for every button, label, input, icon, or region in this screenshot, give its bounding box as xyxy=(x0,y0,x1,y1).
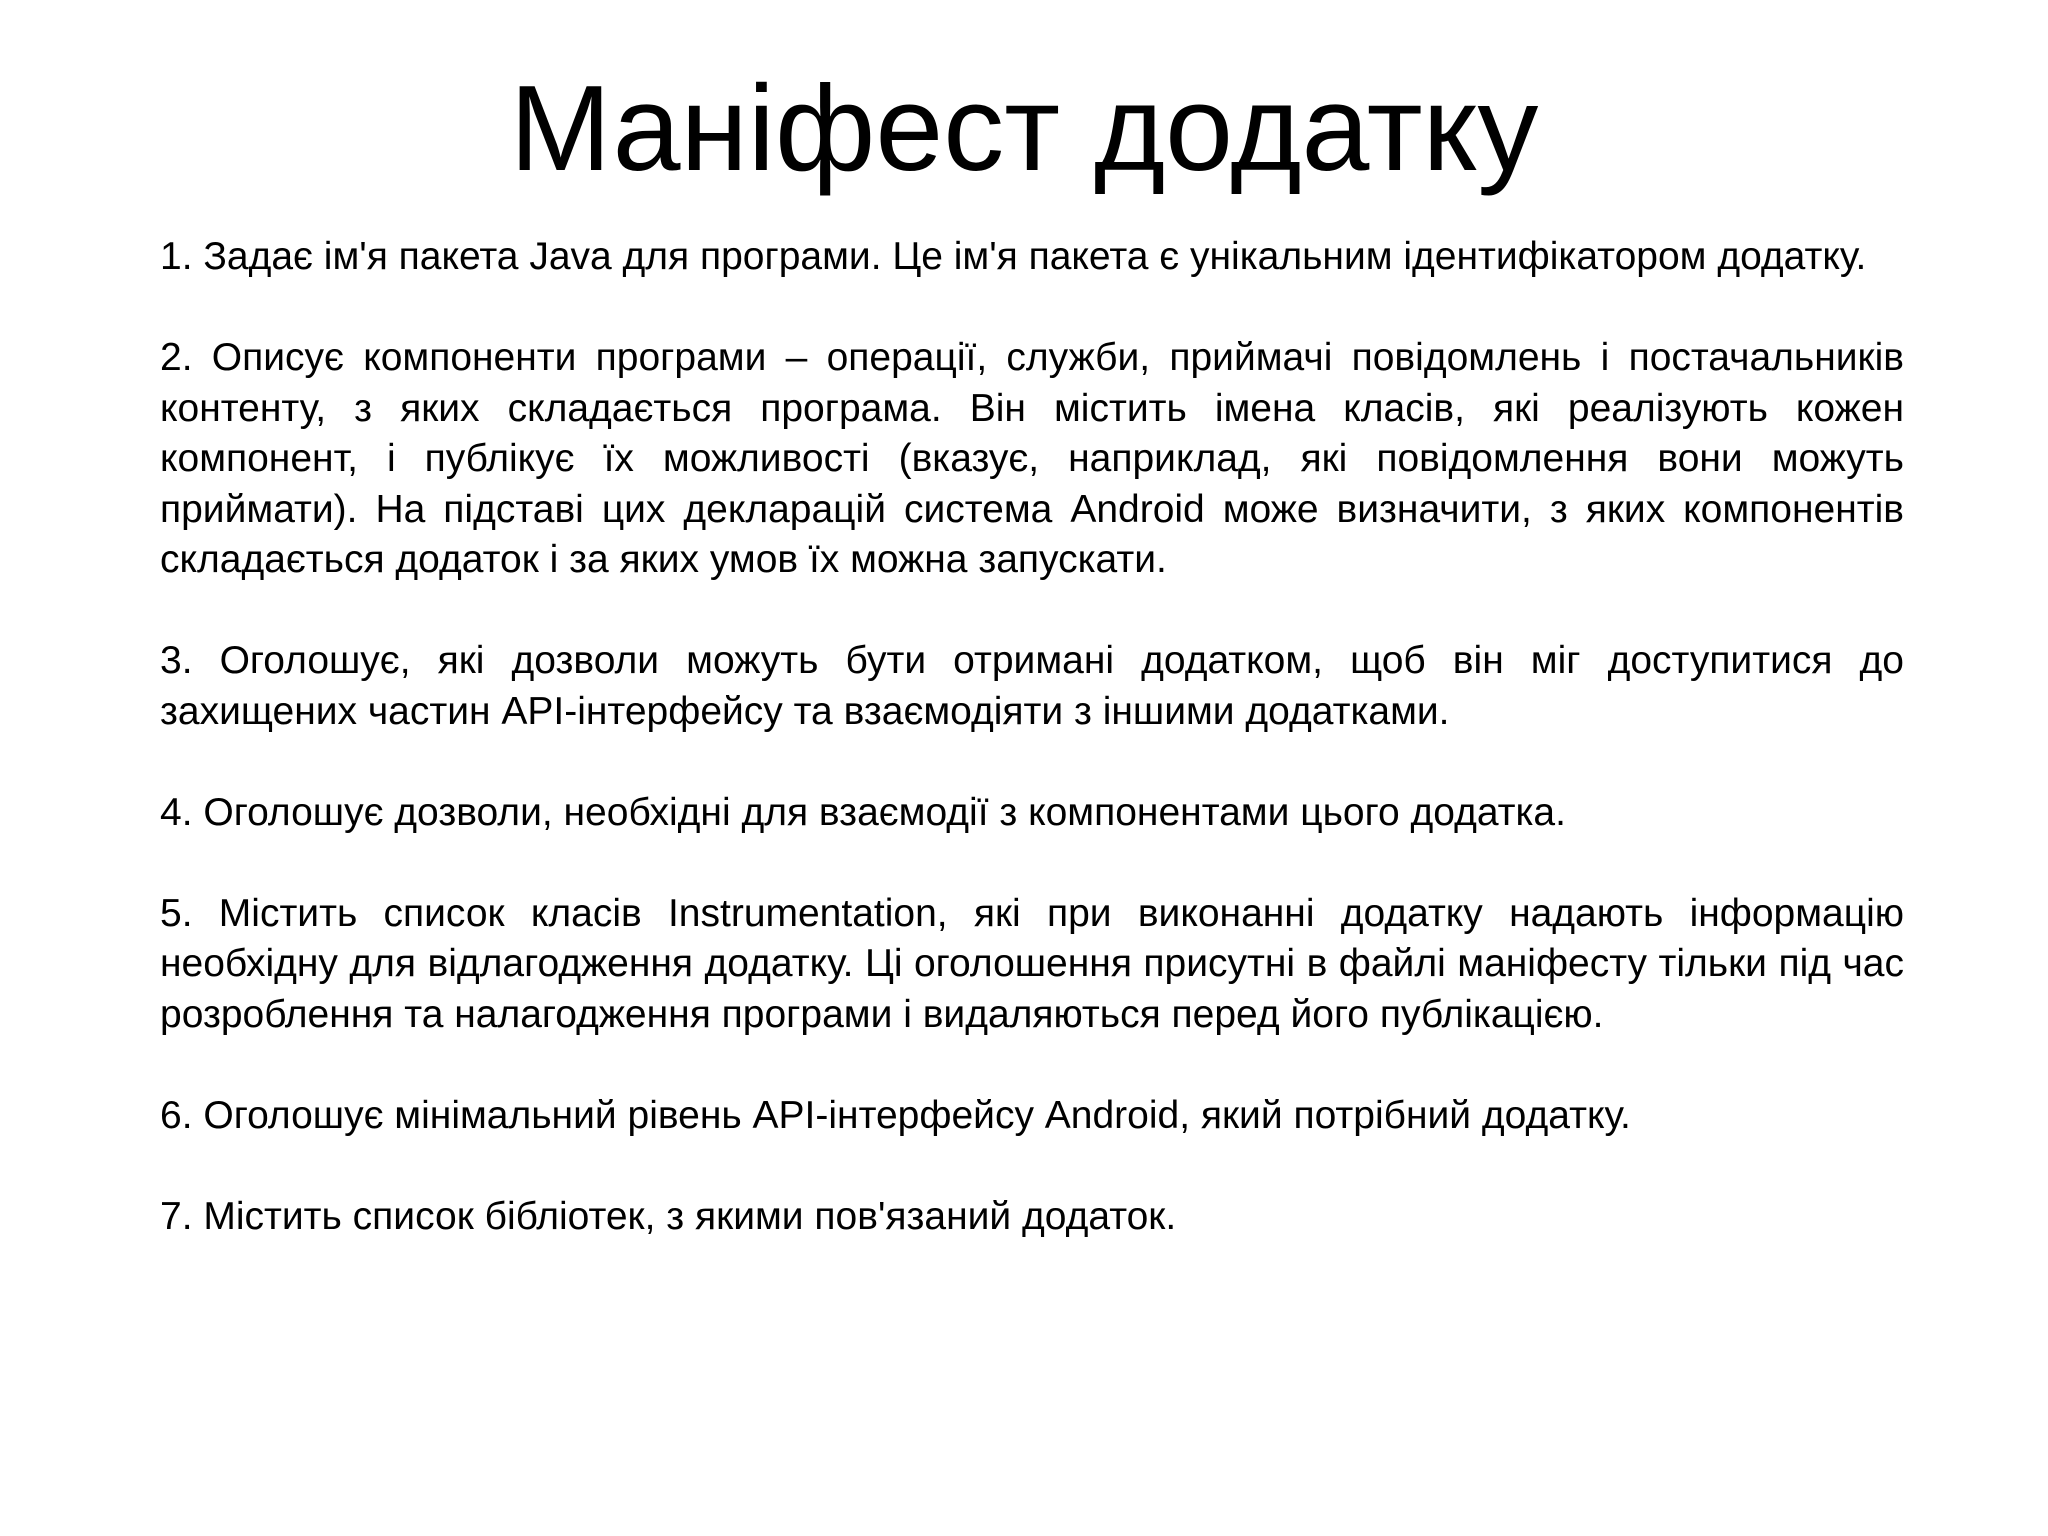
slide-content xyxy=(160,232,1904,1293)
list-item-4: 4. Оголошує дозволи, необхідні для взаємодії з компонентами цього додатка. xyxy=(160,790,1566,834)
list-item-2: 2. Описує компоненти програми – операції, служби, приймачі повідомлень і постачальників контенту, з яких складається програма. Він містить імена класів, які реалізують кожен компонент, і публікує їх можливості (вказує, наприклад, які повідомлення вони можуть приймати). На підставі цих декларацій система Android може визначити, з яких компонентів складається додаток і за яких умов їх можна запускати. xyxy=(160,336,1904,581)
list-item-6: 6. Оголошує мінімальний рівень API-інтерфейсу Android, який потрібний додатку. xyxy=(160,1093,1631,1137)
list-item-3: 3. Оголошує, які дозволи можуть бути отримані додатком, щоб він міг доступитися до захищених частин API-інтерфейсу та взаємодіяти з іншими додатками. xyxy=(160,639,1904,733)
slide-title: Маніфест додатку xyxy=(509,60,1539,196)
list-item-5: 5. Містить список класів Instrumentation, які при виконанні додатку надають інформацію необхідну для відлагодження додатку. Ці оголошення присутні в файлі маніфесту тільки під час розроблення та налагодження програми і видаляються перед його публікацією. xyxy=(160,891,1904,1036)
list-item-7: 7. Містить список бібліотек, з якими пов'язаний додаток. xyxy=(160,1194,1177,1238)
list-item-1: 1. Задає ім'я пакета Java для програми. Це ім'я пакета є унікальним ідентифікатором додатку. xyxy=(160,235,1867,278)
